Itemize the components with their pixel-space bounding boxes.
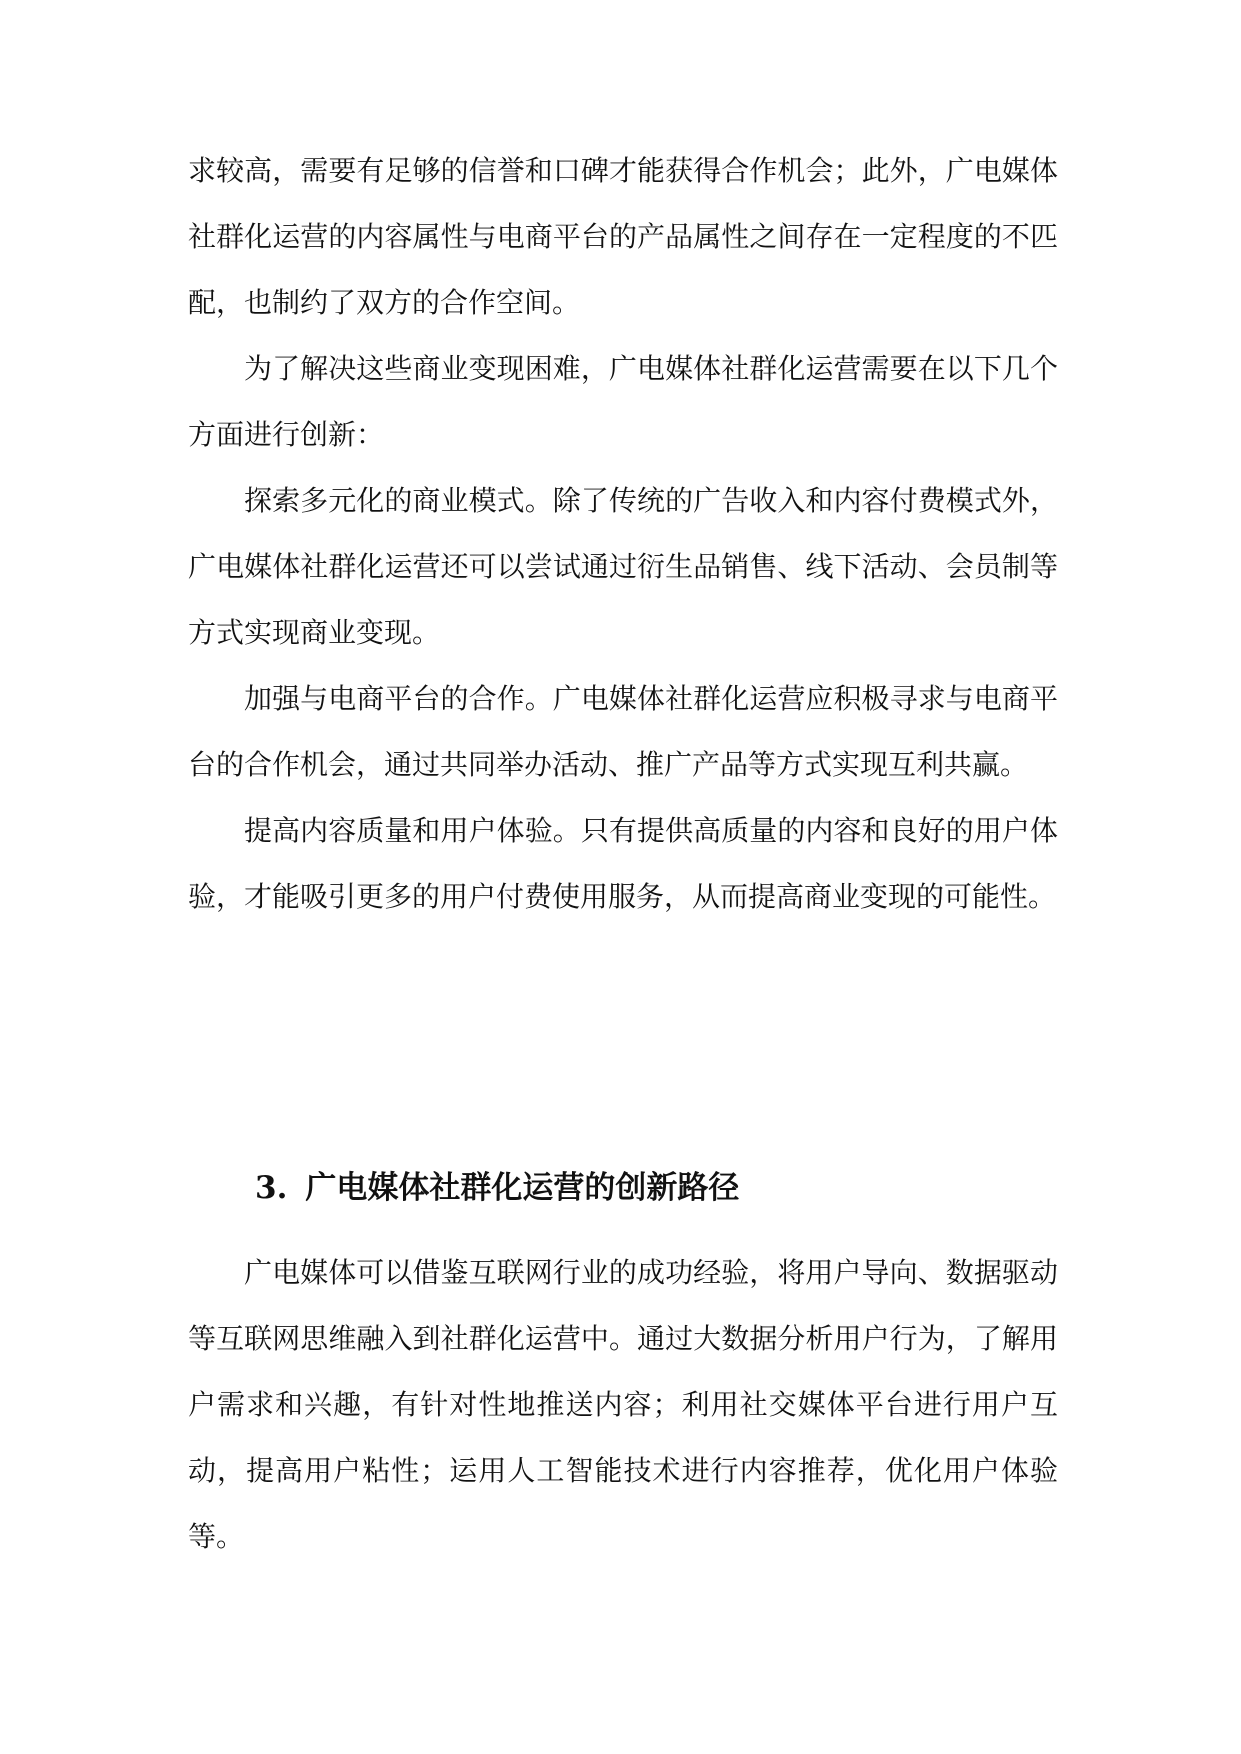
section-heading: [255, 1168, 739, 1208]
section-title: 广电媒体社群化运营的创新路径: [305, 1170, 740, 1206]
paragraph-content-quality: 提高内容质量和用户体验。只有提供高质量的内容和良好的用户体验，才能吸引更多的用户付费使用服务，从而提高商业变现的可能性。: [188, 814, 1058, 913]
paragraph-innovation-intro: 为了解决这些商业变现困难，广电媒体社群化运营需要在以下几个方面进行创新：: [188, 352, 1058, 451]
paragraph-business-models: 探索多元化的商业模式。除了传统的广告收入和内容付费模式外，广电媒体社群化运营还可以尝试通过衍生品销售、线下活动、会员制等方式实现商业变现。: [188, 484, 1058, 649]
paragraph-ecommerce-cooperation: 加强与电商平台的合作。广电媒体社群化运营应积极寻求与电商平台的合作机会，通过共同举办活动、推广产品等方式实现互利共赢。: [188, 682, 1058, 781]
paragraph-innovation-path: 广电媒体可以借鉴互联网行业的成功经验，将用户导向、数据驱动等互联网思维融入到社群化运营中。通过大数据分析用户行为，了解用户需求和兴趣，有针对性地推送内容；利用社交媒体平台进行用户互动，提高用户粘性；运用人工智能技术进行内容推荐，优化用户体验等。: [188, 1256, 1058, 1553]
section-number: 3.: [255, 1170, 288, 1206]
paragraph-continued: 求较高，需要有足够的信誉和口碑才能获得合作机会；此外，广电媒体社群化运营的内容属性与电商平台的产品属性之间存在一定程度的不匹配，也制约了双方的合作空间。: [188, 154, 1058, 319]
